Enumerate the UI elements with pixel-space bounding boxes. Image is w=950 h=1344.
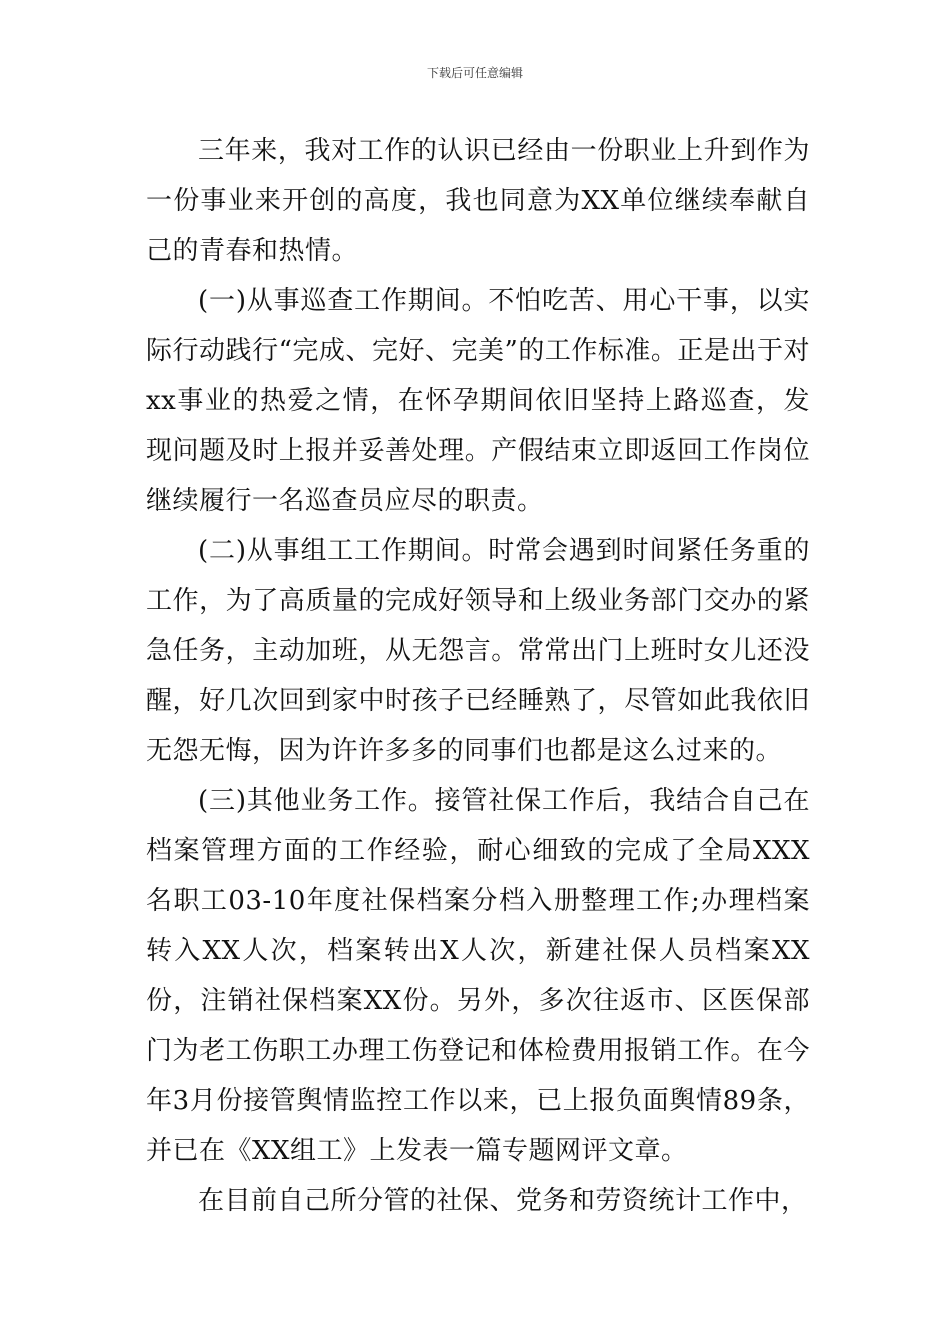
document-body: [146, 126, 810, 1226]
paragraph-organization-work: (二)从事组工工作期间。时常会遇到时间紧任务重的工作，为了高质量的完成好领导和上级业务部门交办的紧急任务，主动加班，从无怨言。常常出门上班时女儿还没醒，好几次回到家中时孩子已经睡熟了，尽管如此我依旧无怨无悔，因为许许多多的同事们也都是这么过来的。: [146, 536, 810, 766]
page-header: 下载后可任意编辑: [426, 66, 523, 80]
paragraph-inspection-work: (一)从事巡查工作期间。不怕吃苦、用心干事，以实际行动践行“完成、完好、完美”的工作标准。正是出于对xx事业的热爱之情，在怀孕期间依旧坚持上路巡查，发现问题及时上报并妥善处理。产假结束立即返回工作岗位继续履行一名巡查员应尽的职责。: [146, 286, 810, 516]
paragraph-intro: 三年来，我对工作的认识已经由一份职业上升到作为一份事业来开创的高度，我也同意为XX单位继续奉献自己的青春和热情。: [146, 136, 810, 266]
paragraph-current-work: 在目前自己所分管的社保、党务和劳资统计工作中，: [198, 1186, 808, 1216]
paragraph-other-work: (三)其他业务工作。接管社保工作后，我结合自己在档案管理方面的工作经验，耐心细致的完成了全局XXX名职工03-10年度社保档案分档入册整理工作;办理档案转入XX人次，档案转出X人次，新建社保人员档案XX份，注销社保档案XX份。另外，多次往返市、区医保部门为老工伤职工办理工伤登记和体检费用报销工作。在今年3月份接管舆情监控工作以来，已上报负面舆情89条，并已在《XX组工》上发表一篇专题网评文章。: [146, 786, 810, 1166]
